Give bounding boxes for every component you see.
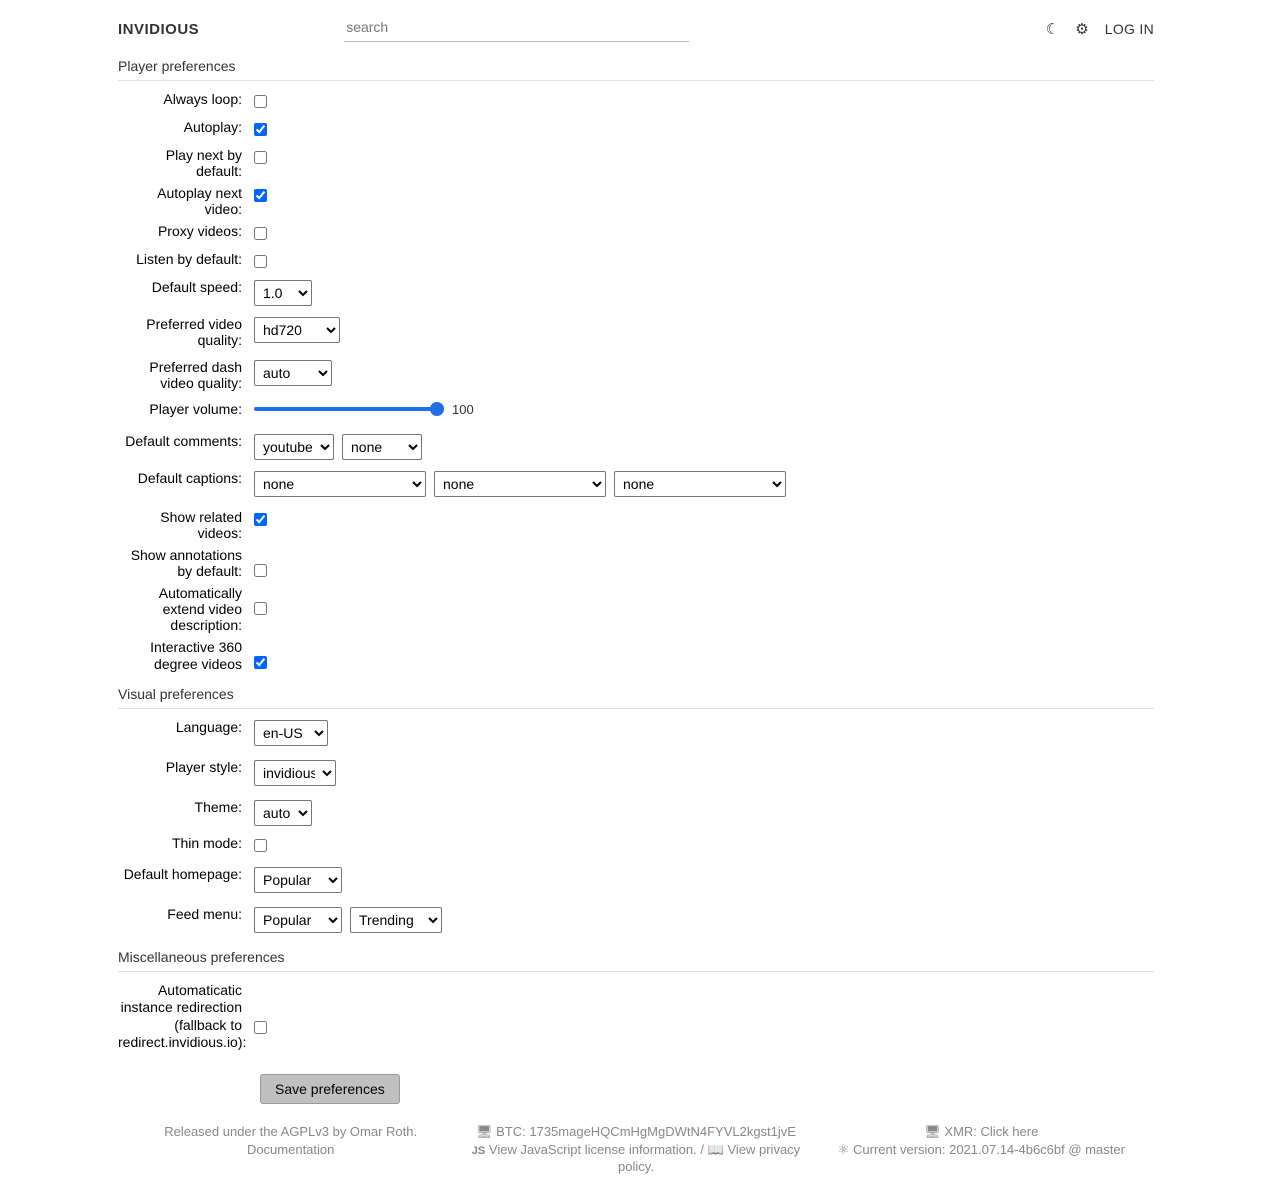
select-preferred-quality[interactable]: [254, 317, 340, 343]
select-default-comments-2[interactable]: [342, 434, 422, 460]
label-player-volume: Player volume:: [149, 400, 242, 417]
footer-right: [809, 1124, 1154, 1177]
field-feed-menu: [118, 906, 1154, 933]
field-play-next: [118, 147, 1154, 179]
select-default-captions-2[interactable]: [434, 471, 606, 497]
label-player-style: Player style:: [165, 758, 242, 775]
footer-version-line[interactable]: [809, 1142, 1154, 1158]
checkbox-show-related[interactable]: [254, 513, 267, 526]
label-default-comments: Default comments:: [125, 432, 242, 449]
footer-version-text: Current version: 2021.07.14-4b6c6bf @ master: [853, 1141, 1125, 1157]
select-language[interactable]: [254, 720, 328, 746]
field-listen-default: [118, 251, 1154, 273]
field-player-style: [118, 759, 1154, 786]
book-icon: 📖: [707, 1141, 724, 1157]
value-player-volume: 100: [452, 401, 474, 417]
section-title-visual: Visual preferences: [118, 682, 1154, 709]
checkbox-extend-description[interactable]: [254, 602, 267, 615]
field-default-homepage: [118, 866, 1154, 893]
select-feed-menu-1[interactable]: [254, 907, 342, 933]
field-default-speed: [118, 279, 1154, 306]
brand-logo[interactable]: INVIDIOUS: [118, 20, 200, 38]
select-default-comments-1[interactable]: [254, 434, 334, 460]
footer-xmr-line[interactable]: [809, 1124, 1154, 1140]
footer-js-line: [463, 1142, 808, 1175]
footer-separator: /: [700, 1141, 704, 1157]
label-thin-mode: Thin mode:: [171, 834, 242, 851]
field-default-comments: [118, 433, 1154, 460]
label-preferred-quality: Preferred video quality:: [146, 316, 242, 349]
field-show-related: [118, 509, 1154, 541]
label-autoplay: Autoplay:: [183, 119, 242, 135]
label-auto-redirect: Automaticatic instance redirection (fallback to redirect.invidious.io):: [118, 981, 247, 1051]
checkbox-thin-mode[interactable]: [254, 839, 267, 852]
footer-license-text: Released under the AGPLv3 by Omar Roth.: [164, 1123, 418, 1139]
footer-privacy-link[interactable]: View privacy policy.: [618, 1141, 801, 1174]
label-autoplay-next: Autoplay next video:: [157, 185, 242, 218]
field-show-annotations: [118, 547, 1154, 579]
select-theme[interactable]: [254, 800, 312, 826]
field-interactive-360: [118, 639, 1154, 671]
checkbox-autoplay-next[interactable]: [254, 189, 267, 202]
monitor-icon: 🖥: [476, 1123, 493, 1139]
checkbox-show-annotations[interactable]: [254, 564, 267, 577]
checkbox-play-next[interactable]: [254, 151, 267, 164]
select-preferred-dash-quality[interactable]: [254, 360, 332, 386]
github-icon: ⚛: [837, 1141, 850, 1157]
preferences-form: [0, 54, 1272, 1104]
select-default-speed[interactable]: [254, 280, 312, 306]
select-default-captions-1[interactable]: [254, 471, 426, 497]
field-always-loop: [118, 91, 1154, 113]
top-navbar: [0, 0, 1272, 54]
footer-left: [118, 1124, 463, 1177]
monitor-icon: 🖥: [924, 1123, 941, 1139]
gear-icon[interactable]: ⚙: [1075, 20, 1089, 38]
label-show-related: Show related videos:: [160, 508, 242, 541]
label-preferred-dash-quality: Preferred dash video quality:: [149, 358, 242, 391]
label-interactive-360: Interactive 360 degree videos: [150, 639, 242, 672]
footer-js-license-link[interactable]: View JavaScript license information.: [488, 1141, 697, 1157]
footer-documentation-link[interactable]: Documentation: [246, 1141, 335, 1157]
select-default-captions-3[interactable]: [614, 471, 786, 497]
field-autoplay: [118, 119, 1154, 141]
checkbox-interactive-360[interactable]: [254, 656, 267, 669]
label-default-captions: Default captions:: [137, 469, 242, 486]
search-input[interactable]: [344, 16, 689, 42]
field-proxy-videos: [118, 223, 1154, 245]
label-extend-description: Automatically extend video description:: [158, 585, 242, 634]
checkbox-auto-redirect[interactable]: [254, 1021, 267, 1034]
label-proxy-videos: Proxy videos:: [157, 223, 242, 240]
field-preferred-dash-quality: [118, 359, 1154, 391]
field-language: [118, 719, 1154, 746]
footer-btc-text: BTC: 1735mageHQCmHgMgDWtN4FYVL2kgst1jvE: [496, 1123, 796, 1139]
label-play-next: Play next by default:: [165, 147, 242, 180]
checkbox-autoplay[interactable]: [254, 123, 267, 136]
slider-player-volume[interactable]: [254, 402, 444, 416]
select-player-style[interactable]: [254, 760, 336, 786]
section-title-player: Player preferences: [118, 54, 1154, 81]
checkbox-always-loop[interactable]: [254, 95, 267, 108]
moon-icon[interactable]: ☾: [1045, 20, 1060, 38]
page-footer: [0, 1124, 1272, 1177]
field-extend-description: [118, 585, 1154, 633]
save-preferences-button[interactable]: Save preferences: [260, 1074, 400, 1104]
checkbox-listen-default[interactable]: [254, 255, 267, 268]
footer-xmr-text: XMR: Click here: [944, 1123, 1039, 1139]
field-autoplay-next: [118, 185, 1154, 217]
checkbox-proxy-videos[interactable]: [254, 227, 267, 240]
save-row: [118, 1074, 1154, 1104]
field-player-volume: [118, 401, 1154, 423]
login-link[interactable]: LOG IN: [1104, 21, 1154, 37]
label-feed-menu: Feed menu:: [167, 905, 242, 922]
label-listen-default: Listen by default:: [136, 251, 242, 268]
label-show-annotations: Show annotations by default:: [130, 546, 242, 580]
js-badge-icon: JS: [471, 1144, 486, 1157]
field-theme: [118, 799, 1154, 826]
section-title-misc: Miscellaneous preferences: [118, 945, 1154, 972]
label-default-homepage: Default homepage:: [123, 865, 242, 882]
label-always-loop: Always loop:: [163, 91, 242, 107]
navbar-actions: [1046, 21, 1154, 37]
select-feed-menu-2[interactable]: [350, 907, 442, 933]
label-theme: Theme:: [194, 798, 242, 815]
search-form: [344, 16, 689, 42]
footer-btc-line[interactable]: [463, 1124, 808, 1140]
field-auto-redirect: [118, 982, 1154, 1052]
select-default-homepage[interactable]: [254, 867, 342, 893]
label-default-speed: Default speed:: [151, 279, 242, 296]
field-default-captions: [118, 470, 1154, 497]
footer-center: [463, 1124, 808, 1177]
field-thin-mode: [118, 835, 1154, 857]
field-preferred-quality: [118, 316, 1154, 348]
label-language: Language:: [175, 718, 242, 735]
